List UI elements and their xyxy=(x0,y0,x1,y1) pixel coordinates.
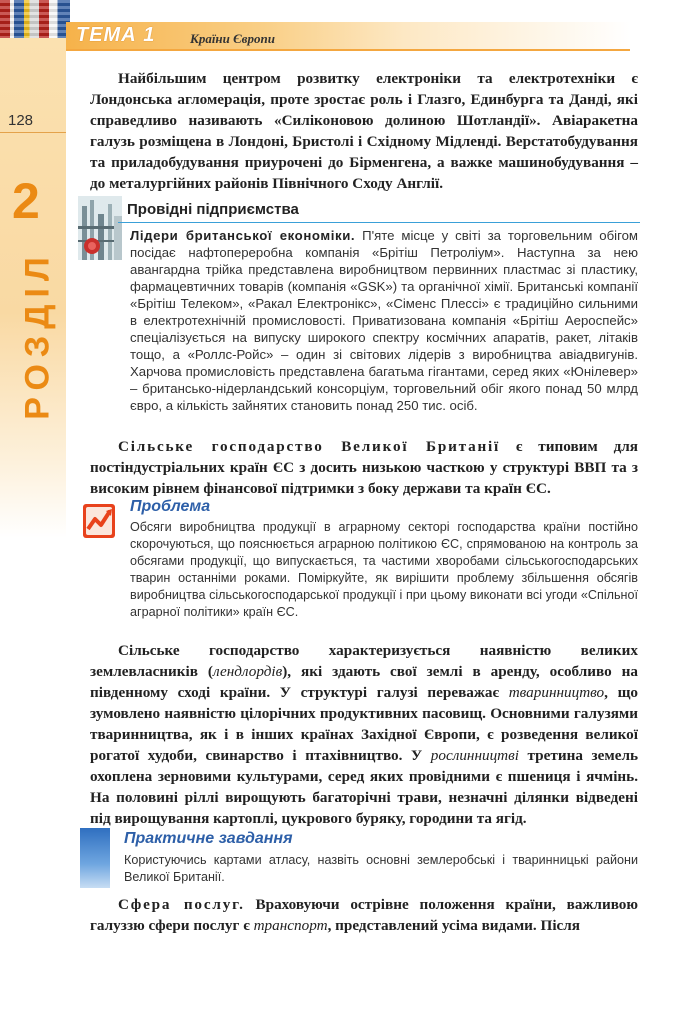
agri-text-4: третина земель охоплена зерновими культурами, серед яких провідними є пшениця і ячмінь. На половині ріллі вирощують багаторічні трави, незначні ділянки відведені під вирощування картоплі, цукрового буряку, городини та ягід. xyxy=(90,747,638,827)
chart-decline-icon xyxy=(82,503,116,539)
agri-text-1: Сільське господарство характеризується наявністю великих землевласників ( xyxy=(90,642,638,680)
agri-intro-paragraph xyxy=(90,436,638,499)
agri-intro-block xyxy=(90,436,638,499)
services-text-2: , представлений усіма видами. Після xyxy=(327,917,581,934)
section-title: Провідні підприємства xyxy=(127,201,299,218)
problem-title: Проблема xyxy=(130,498,211,515)
corner-flags-photo xyxy=(0,0,70,38)
page-number: 128 xyxy=(8,112,34,129)
section-paragraph xyxy=(130,227,638,414)
chapter-number: 2 xyxy=(12,173,40,229)
agri-text-3: , що зумовлено наявністю цілорічних продуктивних пасовищ. Основними галузями тваринництва, як і в інших країнах Західної Європи, є розведення великої рогатої худоби, свинарство і птахівництво. У xyxy=(90,684,639,764)
term-transport: транспорт xyxy=(253,917,328,934)
agri-intro-text: є типовим для постіндустріальних країн ЄС з досить низькою часткою у структурі ВВП та з високим рівнем фінансової підтримки з боку держави та країн ЄС. xyxy=(90,438,638,497)
agri-paragraph xyxy=(90,640,638,829)
header-rule xyxy=(66,49,630,51)
section-lead: Лідери британської економіки. xyxy=(130,228,356,243)
practical-task-box xyxy=(80,828,638,888)
intro-text: Найбільшим центром розвитку електроніки та електротехніки є Лондонська агломерація, проте зростає роль і Глазго, Единбурга та Данді, які справедливо називають «Силіконовою долиною Шотландії». Авіаракетна галузь розміщена в Лондоні, Бристолі і Східному Мідленді. Верстатобудування та приладобудування приурочені до Бірменгена, а важке машинобудування – до металургійних районів Північного Сходу Англії. xyxy=(90,70,638,192)
term-landlords: лендлордів xyxy=(212,663,283,680)
page-number-rule xyxy=(0,132,66,133)
services-paragraph xyxy=(90,894,638,936)
topic-label: ТЕМА 1 xyxy=(76,24,156,46)
term-crops: рослинництві xyxy=(430,747,519,764)
intro-paragraph xyxy=(90,68,638,194)
services-lead: Сфера послуг. xyxy=(118,896,245,913)
services-block xyxy=(90,894,638,936)
agri-text-2: ), які здають свої землі в аренду, особливо на південному сході країни. У структурі галузі переважає xyxy=(90,663,638,701)
section-rule xyxy=(118,222,640,223)
problem-text: Обсяги виробництва продукції в аграрному секторі господарства країни постійно скорочуються, що пояснюється аграрною політикою ЄС, спрямованою на контроль за обсягами продукції, що випускається, та частими хворобами сільськогосподарських тварин останніми роками. Поміркуйте, як вирішити проблему збільшення обсягів виробництва сільськогосподарської продукції і при цьому виконати всі угоди «Спільної аграрної політики» країн ЄС. xyxy=(130,520,638,619)
chapter-label: РОЗДІЛ xyxy=(18,250,57,420)
factory-icon xyxy=(78,196,122,260)
agri-block xyxy=(90,640,638,829)
section-text: П'яте місце у світі за торговельним обігом посідає нафтопереробна компанія «Брітіш Петроліум». Наступна за нею авангардна трійка представлена виробництвом первинних пластмас зі пластику, фармацевтичних товарів (компанія «GSK») та органічної хімії. Британські компанії «Брітіш Телеком», «Ракал Електронікс», «Сіменс Плессі» є традиційно сильними в електротехнічній промисловості. Приватизована компанія «Брітіш Аероспейс» спеціалізується на випуску широкого спектру космічних апаратів, ракет, літаків тощо, а «Роллс-Ройс» – один зі світових лідерів з виробництва авіадвигунів. Харчова промисловість представлена багатьма гігантами, серед яких «Юнілевер» – британсько-нідерландський консорціум, торговельний обіг якого понад 50 млрд євро, а кількість зайнятих становить понад 250 тис. осіб. xyxy=(130,228,638,413)
agri-intro-lead: Сільське господарство Великої Британії xyxy=(118,438,501,455)
task-title: Практичне завдання xyxy=(124,830,293,847)
task-stripe xyxy=(80,828,110,888)
task-text: Користуючись картами атласу, назвіть основні землеробські і тваринницькі райони Великої Британії. xyxy=(124,853,638,884)
intro-block xyxy=(90,68,638,194)
services-text-1: Враховуючи острівне положення країни, важливою галуззю сфери послуг є xyxy=(90,896,638,934)
topic-subtitle: Країни Європи xyxy=(190,31,275,46)
term-livestock: тваринництво xyxy=(508,684,605,701)
